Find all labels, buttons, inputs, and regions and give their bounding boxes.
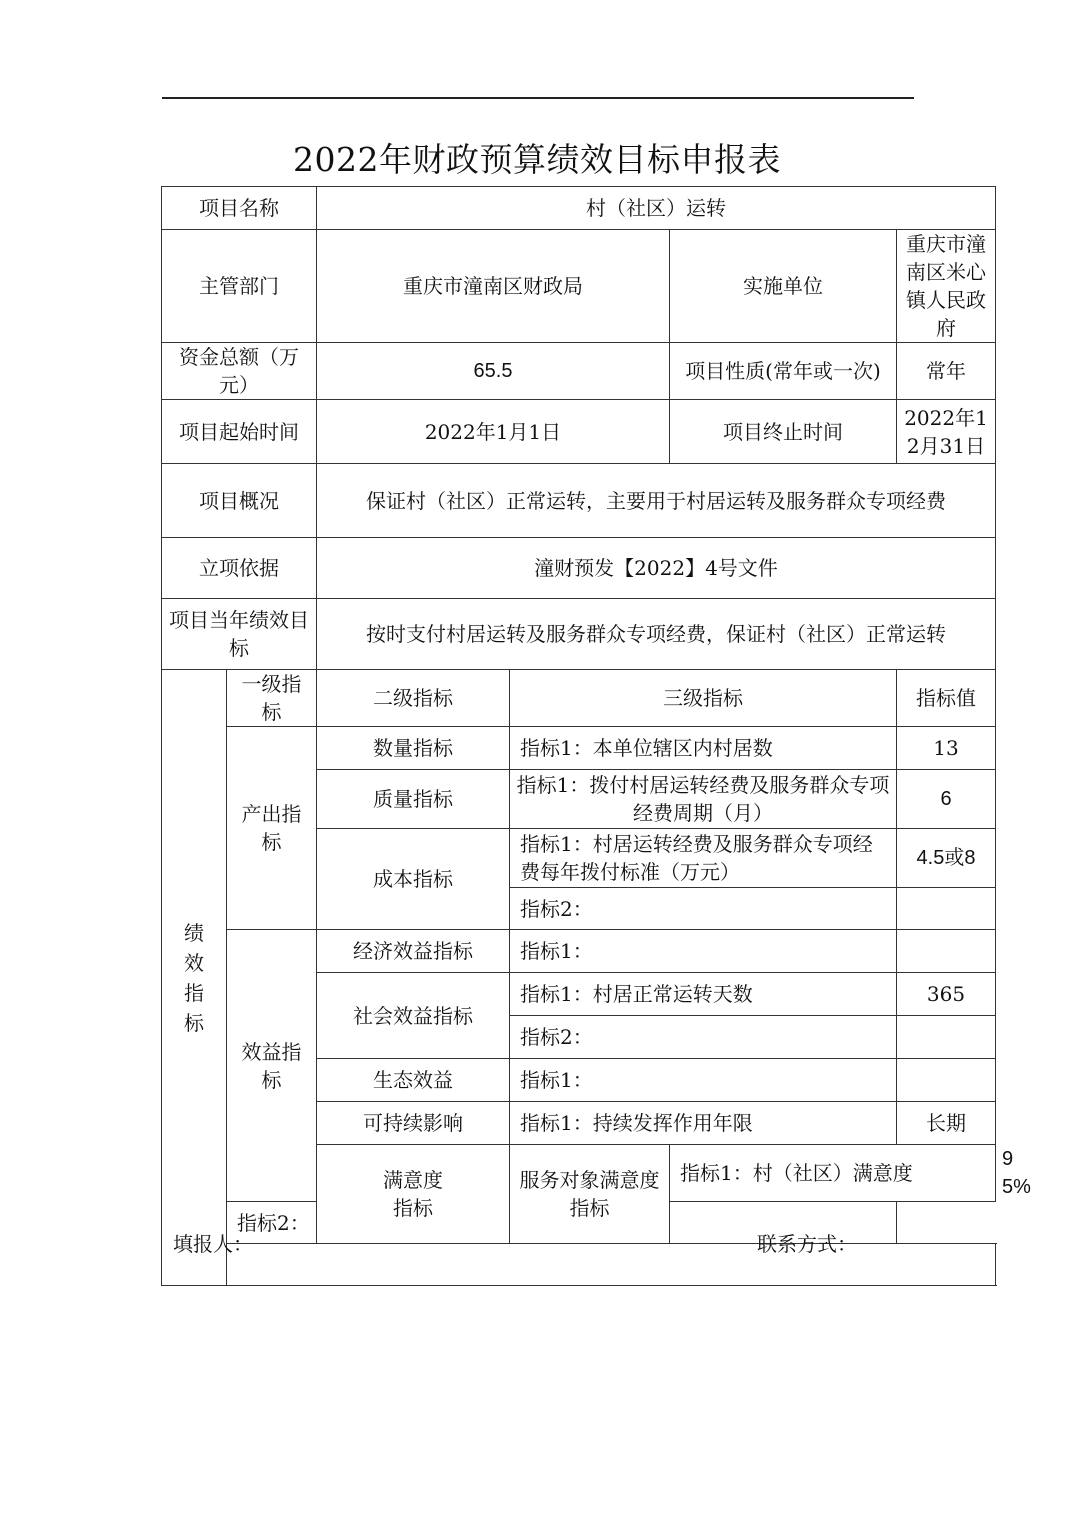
quantity-indicator-label: 数量指标 [317, 727, 510, 770]
output-indicator-text: 产出指标 [241, 802, 302, 854]
goal-label: 项目当年绩效目标 [162, 599, 317, 670]
end-time-label: 项目终止时间 [670, 400, 897, 464]
cost-indicator-1: 指标1：村居运转经费及服务群众专项经费每年拨付标准（万元） [510, 829, 897, 888]
impl-unit-label: 实施单位 [670, 230, 897, 343]
quantity-value-1: 13 [897, 727, 996, 770]
fund-value: 65.5 [317, 343, 670, 400]
budget-form-table: 项目名称 村（社区）运转 主管部门 重庆市潼南区财政局 实施单位 重庆市潼南区米心镇人民政府 资金总额（万元） 65.5 项目性质(常年或一次) 常年 项目起始时间 2022年1月1日 项目终止时间 2022年12月31日 项目概况 保证村（社区）正常运转，主要用于村居运转及服务群众专项经费 立项依据 潼财预发【2022】4号文件 项目当年绩效目标 按时支付村居运转及服务群众专项经费，保证村（社区）正常运转 绩效指标 一级指标 二级指标 三级指标 指标值 产出指标 数量指标 指标1：本单位辖区内村居数 13 质量指标 指标1：拨付村居运转经费及服务群众专项经费周期（月） 6 成本指标 指标1：村居运转经费及服务群众专项经费每年拨付标准（万元） 4.5或8 指标2： 效益指标 经济效益指标 指标1： 社会效益指标 指标1：村居正常运转天数 365 指标2： 生态效益 指标1： 可持续影响 指标1：持续发挥作用年限 长期 满意度指标 服务对象满意度指标 指标1：村（社区）满意度 95% 指标2： [161, 186, 996, 1286]
ecological-value-1 [897, 1059, 996, 1102]
dept-label: 主管部门 [162, 230, 317, 343]
document-title: 2022年财政预算绩效目标申报表 [293, 140, 781, 179]
satisfaction-indicator-text: 满意度指标 [383, 1168, 443, 1220]
blank-row [227, 1244, 996, 1286]
ecological-indicator-label: 生态效益 [317, 1059, 510, 1102]
contact-label: 联系方式： [757, 1232, 857, 1256]
cost-indicator-label: 成本指标 [317, 829, 510, 930]
level2-header: 二级指标 [317, 670, 510, 727]
start-time-value: 2022年1月1日 [317, 400, 670, 464]
social-value-1: 365 [897, 973, 996, 1016]
dept-value: 重庆市潼南区财政局 [317, 230, 670, 343]
service-satisfaction-2: 指标2： [227, 1202, 510, 1244]
quality-value-1: 6 [897, 770, 996, 829]
benefit-indicator-text: 效益指标 [241, 1039, 302, 1092]
cost-value-1: 4.5或8 [897, 829, 996, 888]
social-indicator-label: 社会效益指标 [317, 973, 510, 1059]
overview-value: 保证村（社区）正常运转，主要用于村居运转及服务群众专项经费 [317, 464, 996, 538]
basis-label: 立项依据 [162, 538, 317, 599]
quality-indicator-label: 质量指标 [317, 770, 510, 829]
impl-unit-value: 重庆市潼南区米心镇人民政府 [897, 230, 996, 343]
nature-value: 常年 [897, 343, 996, 400]
project-name-value: 村（社区）运转 [317, 187, 996, 230]
economic-indicator-label: 经济效益指标 [317, 930, 510, 973]
top-rule [162, 97, 914, 99]
basis-value: 潼财预发【2022】4号文件 [317, 538, 996, 599]
fund-label: 资金总额（万元） [162, 343, 317, 400]
social-indicator-1: 指标1：村居正常运转天数 [510, 973, 897, 1016]
economic-value-1 [897, 930, 996, 973]
social-indicator-2: 指标2： [510, 1016, 897, 1059]
quality-indicator-1: 指标1：拨付村居运转经费及服务群众专项经费周期（月） [510, 770, 897, 829]
end-time-value: 2022年12月31日 [897, 400, 996, 464]
output-indicator-label [227, 727, 317, 930]
sustainable-value-1: 长期 [897, 1102, 996, 1145]
cost-indicator-2: 指标2： [510, 888, 897, 930]
sustainable-indicator-1: 指标1：持续发挥作用年限 [510, 1102, 897, 1145]
quantity-indicator-1: 指标1：本单位辖区内村居数 [510, 727, 897, 770]
value-header: 指标值 [897, 670, 996, 727]
level1-header: 一级指标 [227, 670, 317, 727]
economic-indicator-1: 指标1： [510, 930, 897, 973]
social-value-2 [897, 1016, 996, 1059]
benefit-indicator-label [227, 930, 317, 1202]
indicators-section-text: 绩效指标 [184, 920, 204, 1035]
cost-value-2 [897, 888, 996, 930]
sustainable-indicator-label: 可持续影响 [317, 1102, 510, 1145]
project-name-label: 项目名称 [162, 187, 317, 230]
level3-header: 三级指标 [510, 670, 897, 727]
nature-label: 项目性质(常年或一次) [670, 343, 897, 400]
goal-value: 按时支付村居运转及服务群众专项经费，保证村（社区）正常运转 [317, 599, 996, 670]
service-satisfaction-label: 服务对象满意度指标 [510, 1145, 670, 1244]
overview-label: 项目概况 [162, 464, 317, 538]
reporter-label: 填报人： [173, 1232, 253, 1256]
start-time-label: 项目起始时间 [162, 400, 317, 464]
ecological-indicator-1: 指标1： [510, 1059, 897, 1102]
indicators-section-label [162, 670, 227, 1286]
service-satisfaction-1: 指标1：村（社区）满意度 [670, 1145, 996, 1202]
